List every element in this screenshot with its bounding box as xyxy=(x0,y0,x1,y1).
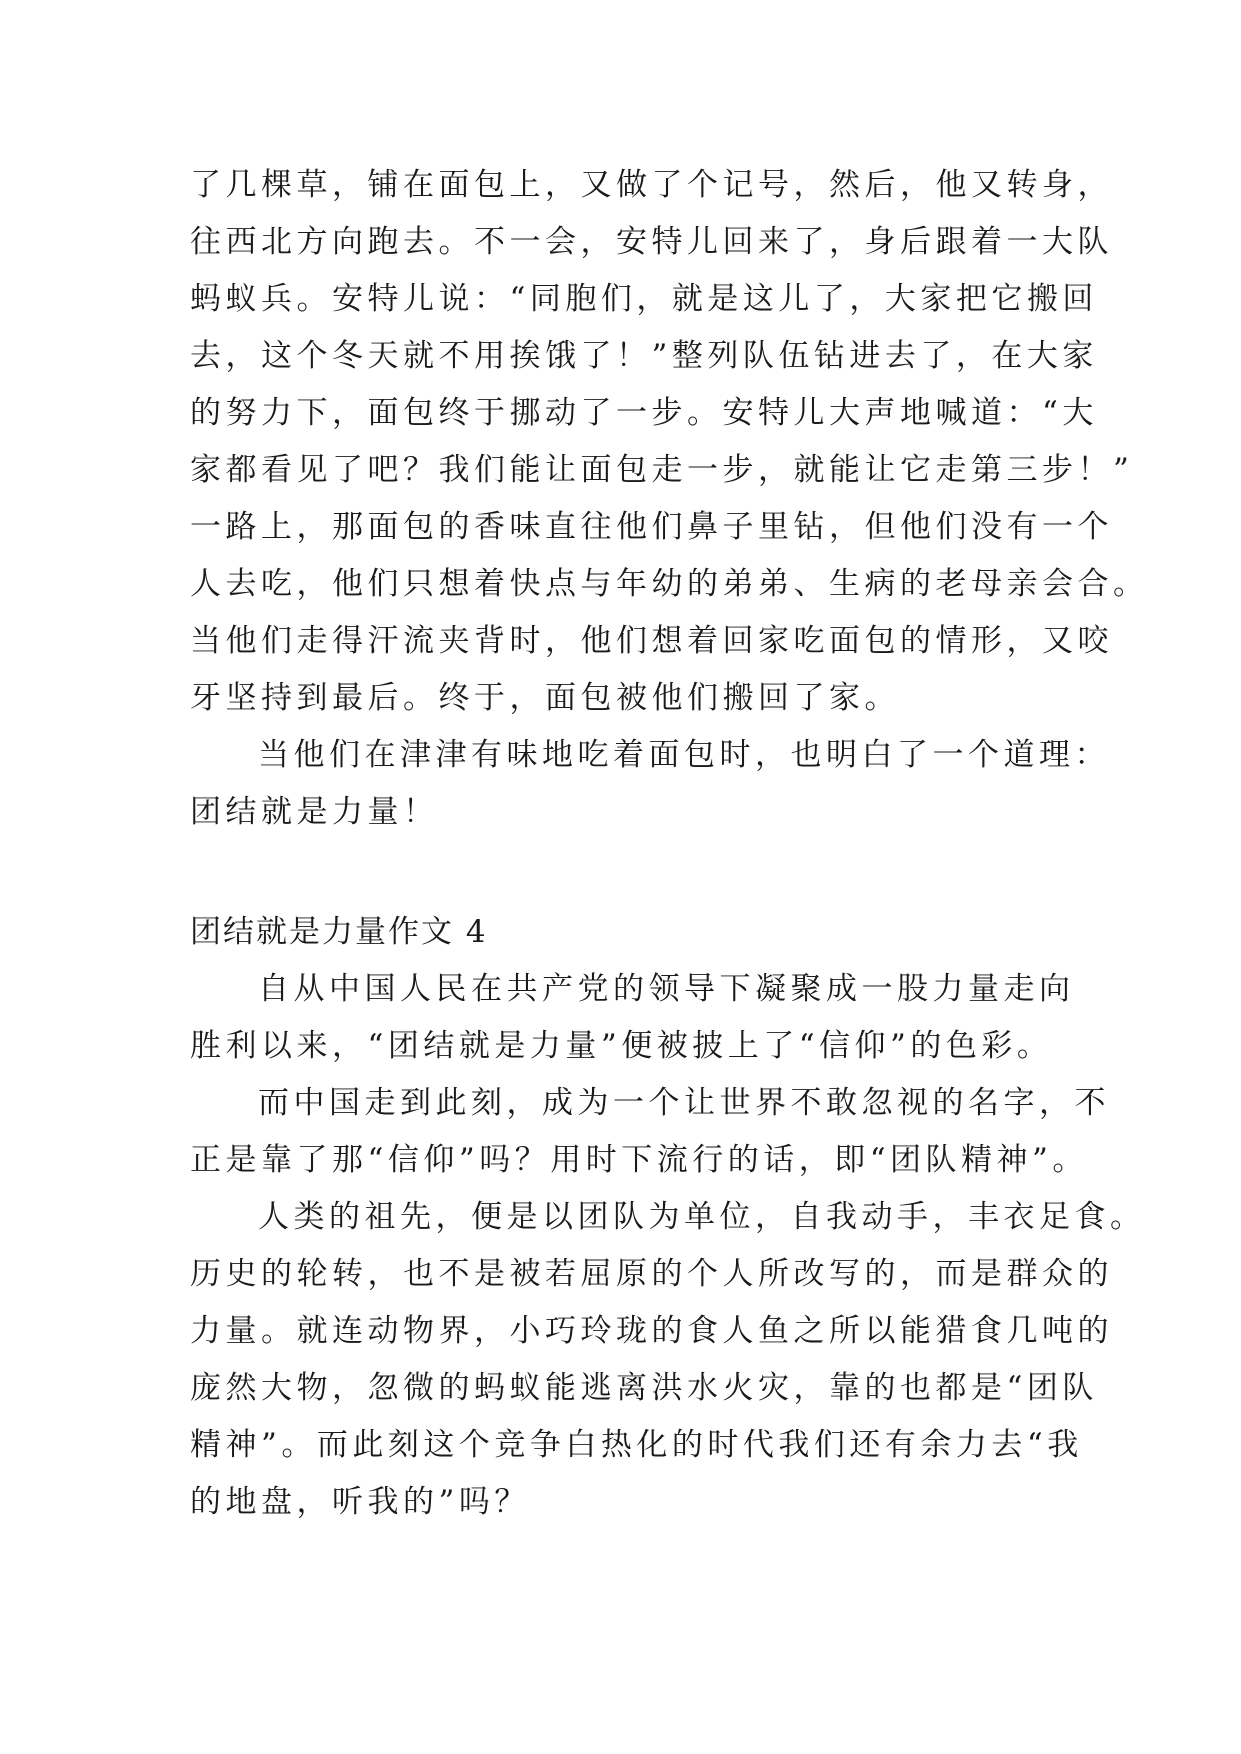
paragraph-line: 往西北方向跑去。不一会，安特儿回来了，身后跟着一大队 xyxy=(190,224,1113,260)
paragraph-line: 历史的轮转，也不是被若屈原的个人所改写的，而是群众的 xyxy=(190,1256,1113,1292)
paragraph-line: 自从中国人民在共产党的领导下凝聚成一股力量走向 xyxy=(258,971,1075,1007)
paragraph-line: 一路上，那面包的香味直往他们鼻子里钻，但他们没有一个 xyxy=(190,509,1113,545)
paragraph-line: 人去吃，他们只想着快点与年幼的弟弟、生病的老母亲会合。 xyxy=(190,566,1149,602)
paragraph-line: 团结就是力量！ xyxy=(190,794,439,830)
paragraph-line: 正是靠了那“信仰”吗？用时下流行的话，即“团队精神”。 xyxy=(190,1142,1088,1178)
paragraph-line: 去，这个冬天就不用挨饿了！”整列队伍钻进去了，在大家 xyxy=(190,338,1098,374)
paragraph-line: 力量。就连动物界，小巧玲珑的食人鱼之所以能猎食几吨的 xyxy=(190,1313,1113,1349)
paragraph-line: 当他们走得汗流夹背时，他们想着回家吃面包的情形，又咬 xyxy=(190,623,1113,659)
paragraph-line: 精神”。而此刻这个竞争白热化的时代我们还有余力去“我 xyxy=(190,1427,1083,1463)
paragraph-line: 的努力下，面包终于挪动了一步。安特儿大声地喊道：“大 xyxy=(190,395,1098,431)
paragraph-line: 庞然大物，忽微的蚂蚁能逃离洪水火灾，靠的也都是“团队 xyxy=(190,1370,1098,1406)
paragraph-line: 家都看见了吧？我们能让面包走一步，就能让它走第三步！” xyxy=(190,452,1134,488)
paragraph-line: 人类的祖先，便是以团队为单位，自我动手，丰衣足食。 xyxy=(258,1199,1146,1235)
paragraph-line: 胜利以来，“团结就是力量”便被披上了“信仰”的色彩。 xyxy=(190,1028,1053,1064)
paragraph-line: 蚂蚁兵。安特儿说：“同胞们，就是这儿了，大家把它搬回 xyxy=(190,281,1098,317)
paragraph-line: 牙坚持到最后。终于，面包被他们搬回了家。 xyxy=(190,680,900,716)
paragraph-line: 了几棵草，铺在面包上，又做了个记号，然后，他又转身， xyxy=(190,167,1113,203)
paragraph-line: 的地盘，听我的”吗？ xyxy=(190,1484,530,1520)
section-heading: 团结就是力量作文 4 xyxy=(190,914,488,950)
paragraph-line: 而中国走到此刻，成为一个让世界不敢忽视的名字，不 xyxy=(258,1085,1110,1121)
paragraph-line: 当他们在津津有味地吃着面包时，也明白了一个道理： xyxy=(258,737,1110,773)
